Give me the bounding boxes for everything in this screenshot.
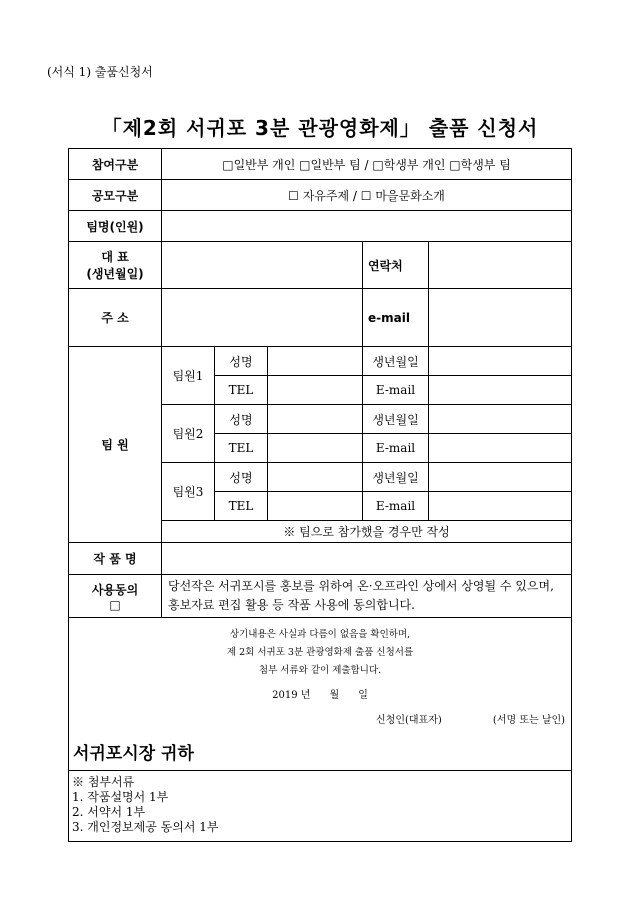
member3-email-field[interactable]: [429, 492, 572, 521]
application-form-table: [68, 148, 572, 842]
member2-name-label: 성명: [215, 405, 268, 434]
attachment-item: 2. 서약서 1부: [72, 805, 146, 819]
member1-tel-field[interactable]: [268, 376, 363, 405]
addressee: 서귀포시장 귀하: [73, 744, 194, 764]
work-title-field[interactable]: [162, 543, 572, 575]
signature-label: (서명 또는 날인): [492, 715, 566, 726]
representative-label-line1: 대 표: [101, 250, 129, 264]
declaration-row: [69, 618, 572, 771]
category-label: 공모구분: [69, 180, 162, 211]
member3-tel-label: TEL: [215, 492, 268, 521]
member1-name-label: 성명: [215, 347, 268, 376]
representative-row: [69, 242, 572, 289]
declaration-line2: 제 2회 서귀포 3분 관광영화제 출품 신청서를: [226, 647, 414, 658]
member2-tel-label: TEL: [215, 434, 268, 463]
category-options[interactable]: ☐ 자유주제 / ☐ 마을문화소개: [162, 180, 572, 211]
email-label: e-mail: [363, 289, 429, 347]
member2-birth-label: 생년월일: [363, 405, 429, 434]
member1-tel-label: TEL: [215, 376, 268, 405]
applicant-label: 신청인(대표자): [376, 715, 442, 726]
member3-email-label: E-mail: [363, 492, 429, 521]
attachments-heading: ※ 첨부서류: [72, 775, 135, 789]
member3-birth-label: 생년월일: [363, 463, 429, 492]
representative-field[interactable]: [162, 242, 363, 289]
consent-checkbox[interactable]: □: [109, 597, 121, 612]
team-name-field[interactable]: [162, 211, 572, 242]
member3-tel-field[interactable]: [268, 492, 363, 521]
team-name-label: 팀명(인원): [69, 211, 162, 242]
members-note: ※ 팀으로 참가했을 경우만 작성: [162, 521, 572, 543]
members-label: 팀 원: [69, 347, 162, 543]
declaration-line1: 상기내용은 사실과 다름이 없음을 확인하며,: [229, 629, 411, 640]
consent-row: [69, 575, 572, 618]
member3-name-label: 성명: [215, 463, 268, 492]
address-label: 주 소: [69, 289, 162, 347]
team-name-row: [69, 211, 572, 242]
address-field[interactable]: [162, 289, 363, 347]
representative-label-line2: (생년월일): [86, 267, 144, 281]
member1-name-row: [69, 347, 572, 376]
member2-email-label: E-mail: [363, 434, 429, 463]
category-row: [69, 180, 572, 211]
representative-label: [69, 242, 162, 289]
member1-email-label: E-mail: [363, 376, 429, 405]
consent-label-cell: [69, 575, 162, 618]
participation-label: 참여구분: [69, 149, 162, 180]
member2-birth-field[interactable]: [429, 405, 572, 434]
member1-birth-label: 생년월일: [363, 347, 429, 376]
member1-email-field[interactable]: [429, 376, 572, 405]
attachments-cell: [69, 771, 572, 842]
declaration-cell: [69, 618, 572, 771]
member3-birth-field[interactable]: [429, 463, 572, 492]
email-field[interactable]: [429, 289, 572, 347]
contact-field[interactable]: [429, 242, 572, 289]
member1-name-field[interactable]: [268, 347, 363, 376]
consent-label: 사용동의: [91, 582, 139, 597]
signature-row: [69, 711, 571, 733]
participation-row: [69, 149, 572, 180]
member2-label: 팀원2: [162, 405, 215, 463]
contact-label: 연락처: [363, 242, 429, 289]
declaration-text: [69, 618, 571, 680]
attachments-row: [69, 771, 572, 842]
form-number-label: (서식 1) 출품신청서: [47, 65, 153, 79]
member3-name-field[interactable]: [268, 463, 363, 492]
member3-label: 팀원3: [162, 463, 215, 521]
member1-label: 팀원1: [162, 347, 215, 405]
work-title-row: [69, 543, 572, 575]
declaration-line3: 첨부 서류와 같이 제출합니다.: [258, 665, 382, 676]
member1-birth-field[interactable]: [429, 347, 572, 376]
member2-name-field[interactable]: [268, 405, 363, 434]
attachment-item: 3. 개인정보제공 동의서 1부: [72, 820, 219, 834]
member2-email-field[interactable]: [429, 434, 572, 463]
work-title-label: 작 품 명: [69, 543, 162, 575]
consent-text: 당선작은 서귀포시를 홍보를 위하여 온·오프라인 상에서 상영될 수 있으며, 홍보자료 편집 활용 등 작품 사용에 동의합니다.: [162, 575, 572, 618]
member2-tel-field[interactable]: [268, 434, 363, 463]
address-row: [69, 289, 572, 347]
participation-options[interactable]: □일반부 개인 □일반부 팀 / □학생부 개인 □학생부 팀: [162, 149, 572, 180]
page-title: 「제2회 서귀포 3분 관광영화제」 출품 신청서: [101, 116, 539, 140]
submission-date: 2019 년 월 일: [272, 690, 368, 701]
attachment-item: 1. 작품설명서 1부: [72, 790, 169, 804]
